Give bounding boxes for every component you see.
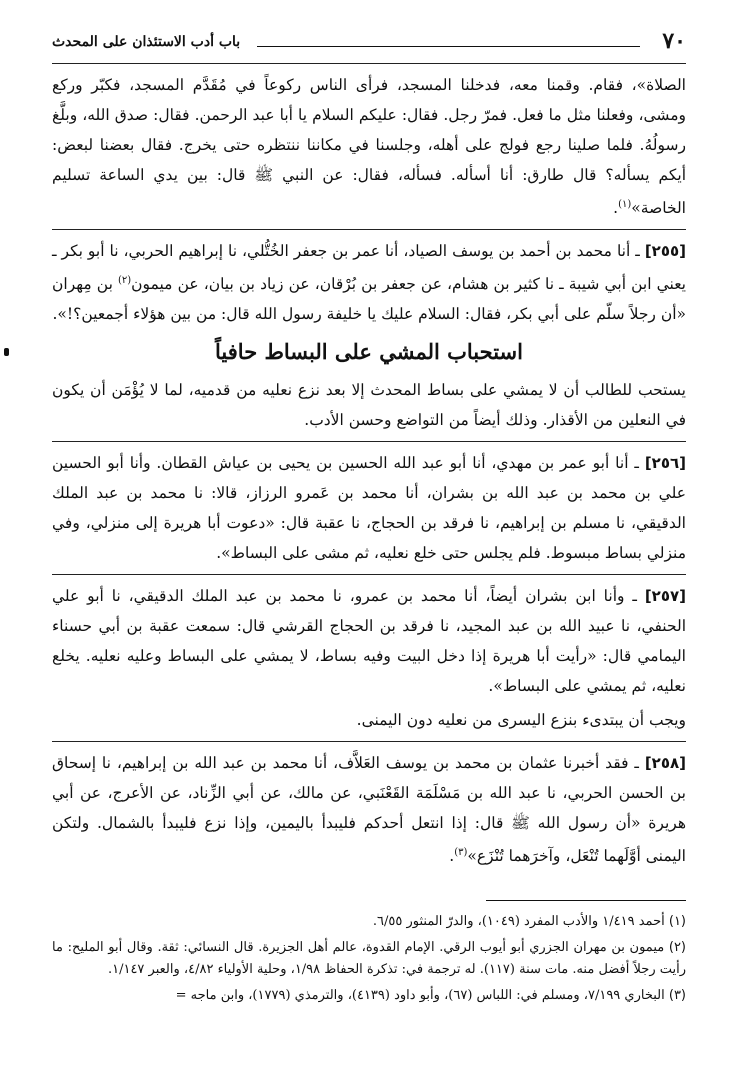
section-divider bbox=[52, 441, 686, 442]
header-rule bbox=[257, 46, 640, 47]
running-title: باب أدب الاستئذان على المحدث bbox=[52, 34, 241, 50]
hadith-number: [٢٥٨] bbox=[644, 754, 686, 773]
section-divider bbox=[52, 741, 686, 742]
footnote-ref-3: (٣) bbox=[454, 847, 468, 859]
paragraph-3: ويجب أن يبتدىء بنزع اليسرى من نعليه دون اليمنى. bbox=[356, 711, 686, 730]
hadith-256-text: ـ أنا أبو عمر بن مهدي، أنا أبو عبد الله الحسين بن يحيى بن عياش القطان. وأنا أبو الحسين علي بن محمد بن عبد الله بن بشران، أنا محمد بن عَمرو الرزاز، قالا: نا محمد بن عبد الملك الدقيقي، نا مسلم بن إبراهيم، نا فرقد بن الحجاج، نا عقبة قال: «دعوت أبا هريرة إلى منزلي، وفي منزلي بساط مبسوط. فلم يجلس حتى خلع نعليه، ثم مشى على البساط». bbox=[52, 454, 686, 563]
hadith-257 bbox=[52, 581, 686, 701]
footnotes bbox=[52, 900, 686, 1011]
hadith-number: [٢٥٧] bbox=[644, 587, 686, 606]
hadith-number: [٢٥٦] bbox=[644, 454, 686, 473]
footnote-3 bbox=[52, 985, 686, 1007]
footnote-rule bbox=[486, 900, 686, 901]
main-text bbox=[52, 70, 686, 871]
footnote-number: (٣) bbox=[668, 988, 686, 1003]
hadith-258-end: . bbox=[449, 847, 455, 866]
footnote-ref-1: (١) bbox=[618, 199, 632, 210]
paragraph-1-text: الصلاة»، فقام. وقمنا معه، فدخلنا المسجد، فرأى الناس ركوعاً في مُقَدَّم المسجد، فكبّر وركع ومشى، وفعلنا مثل ما فعل. فمرّ رجل. فقال: عليكم السلام يا أبا عبد الرحمن. فقال: صدق الله، وبلَّغ رسولُهُ. فلما صلينا رجع فولج على أهله، وجلسنا في مكاننا ننتظره حتى يخرج. فقال بعضنا لبعض: أيكم يسأله؟ قال طارق: أنا أسأله. فسأله، فقال: عن النبي ﷺ قال: بين يدي الساعة تسليم الخاصة» bbox=[52, 76, 686, 218]
hadith-257-text: ـ وأنا ابن بشران أيضاً، أنا محمد بن عمرو، نا محمد بن عبد الملك الدقيقي، نا أبو علي الحنفي، نا عبيد الله بن عبد المجيد، نا فرقد بن الحجاج القرشي قال: سمعت عقبة بن أبي حسناء اليمامي قال: «رأيت أبا هريرة إذا دخل البيت وفيه بساط، لا يمشي على البساط وعليه نعليه. يخلع نعليه، ثم يمشي على البساط». bbox=[52, 587, 686, 696]
hadith-255 bbox=[52, 236, 686, 329]
footnote-number: (٢) bbox=[668, 940, 686, 955]
paragraph-2: يستحب للطالب أن لا يمشي على بساط المحدث إلا بعد نزع نعليه من قدميه، لما لا يُؤْمَن أن يكون في النعلين من الأقذار. وذلك أيضاً من التواضع وحسن الأدب. bbox=[52, 381, 686, 430]
page-number: ٧٠ bbox=[662, 28, 686, 54]
footnote-text: ميمون بن مهران الجزري أبو أيوب الرقي. الإمام القدوة، عالم أهل الجزيرة. قال النسائي: ثقة. وقال أبو المليح: ما رأيت رجلاً أفضل منه. مات سنة (١١٧). له ترجمة في: تذكرة الحفاظ ١/٩٨، وحلية الأولياء ٤/٨٢، والعبر ١/١٤٧. bbox=[52, 940, 686, 977]
page-header bbox=[52, 28, 686, 64]
hadith-255-text-continued: بن مِهران «أن رجلاً سلّم على أبي بكر، فقال: السلام عليك يا خليفة رسول الله قال: من بين هؤلاء أجمعين؟!». bbox=[52, 275, 686, 324]
header-divider bbox=[52, 63, 686, 64]
hadith-258-text: ـ فقد أخبرنا عثمان بن محمد بن يوسف العَلاَّف، أنا محمد بن عبد الله بن إبراهيم، نا إسحاق بن الحسن الحربي، نا عبد الله بن مَسْلَمَة القَعْنَبي، عن مالك، عن أبي الزِّناد، عن الأعرج، عن أبي هريرة «أن رسول الله ﷺ قال: إذا انتعل أحدكم فليبدأ باليمين، وإذا نزع فليبدأ بالشمال. ولتكن اليمنى أوَّلَهما تُنْعَل، وآخرَهما تُنْزَع» bbox=[52, 754, 686, 866]
hadith-number: [٢٥٥] bbox=[644, 242, 686, 261]
paragraph-1-end: . bbox=[613, 199, 619, 218]
footnote-text: أحمد ١/٤١٩ والأدب المفرد (١٠٤٩)، والدرّ المنثور ٦/٥٥. bbox=[372, 914, 669, 929]
section-heading: استحباب المشي على البساط حافياً bbox=[215, 339, 523, 365]
footnote-1 bbox=[52, 911, 686, 933]
hadith-255-text: ـ أنا محمد بن أحمد بن يوسف الصياد، أنا عمر بن جعفر الخُتُّلي، نا إبراهيم الحربي، نا أبو بكر ـ يعني ابن أبي شيبة ـ نا كثير بن هشام، عن جعفر بن بُرْقان، عن زياد بن بيان، عن ميمون bbox=[52, 242, 686, 294]
section-divider bbox=[52, 229, 686, 230]
hadith-256 bbox=[52, 448, 686, 568]
footnote-text: البخاري ٧/١٩٩، ومسلم في: اللباس (٦٧)، وأبو داود (٤١٣٩)، والترمذي (١٧٧٩)، وابن ماجه = bbox=[175, 988, 669, 1003]
footnote-number: (١) bbox=[668, 914, 686, 929]
paragraph-1 bbox=[52, 70, 686, 223]
hadith-258 bbox=[52, 748, 686, 871]
section-divider bbox=[52, 574, 686, 575]
margin-mark bbox=[4, 348, 9, 356]
footnote-2 bbox=[52, 937, 686, 981]
footnote-ref-2: (٢) bbox=[117, 275, 132, 287]
